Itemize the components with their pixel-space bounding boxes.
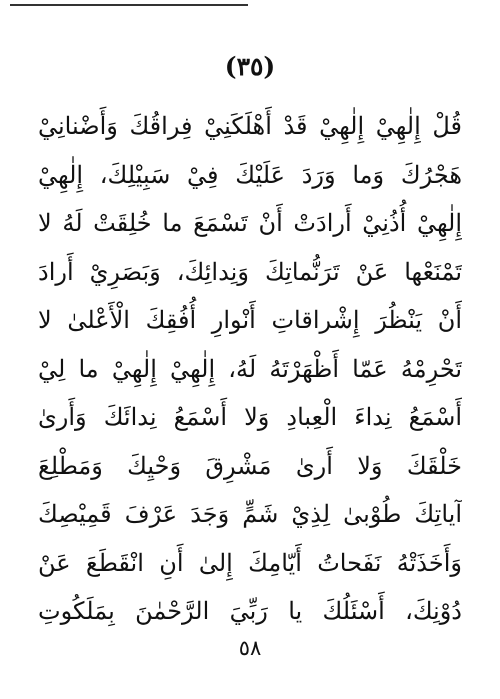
text-line: أَسْمَعُ نِداءَ الْعِبادِ وَلا أَسْمَعُ نِدائَكَ وَأَرىٰ [38, 403, 462, 431]
text-line: قُلْ إِلٰهِيْ إِلٰهِيْ قَدْ أَهْلَكَنِيْ فِراقُكَ وَأَضْنانِيْ [38, 112, 462, 140]
text-line: وَأَخَذَتْهُ نَفَحاتُ أَيّامِكَ إِلىٰ أَنِ انْقَطَعَ عَنْ [38, 548, 462, 577]
text-line: تَحْرِمْهُ عَمّا أَظْهَرْتَهُ لَهُ، إِلٰهِيْ إِلٰهِيْ ما لِيْ [38, 354, 462, 383]
top-rule [10, 4, 248, 6]
text-line: هَجْرُكَ وَما وَرَدَ عَلَيْكَ فِيْ سَبِيْلِكَ، إِلٰهِيْ [38, 160, 462, 189]
page-heading: (٣٥) [224, 52, 276, 81]
text-line: إِلٰهِيْ أُذُنِيْ أَرادَتْ أَنْ تَسْمَعَ ما خُلِقَتْ لَهُ لا [38, 209, 462, 237]
text-line: آياتِكَ طُوْبىٰ لِذِيْ شَمٍّ وَجَدَ عَرْفَ قَمِيْصِكَ [38, 500, 462, 528]
text-body [38, 102, 462, 636]
text-line: خَلْقَكَ وَلا أَرىٰ مَشْرِقَ وَحْيِكَ وَمَطْلِعَ [38, 451, 462, 480]
page-number: ٥٨ [238, 636, 262, 660]
text-line: أَنْ يَنْظُرَ إِشْراقاتِ أَنْوارِ أُفُقِكَ الْأَعْلىٰ لا [38, 306, 462, 334]
text-line: تَمْنَعْها عَنْ تَرَنُّماتِكَ وَنِدائِكَ، وَبَصَرِيْ أَرادَ [38, 257, 462, 286]
text-line: دُوْنِكَ، أَسْئَلُكَ يا رَبِّيَ الرَّحْمٰنَ بِمَلَكُوتِ [38, 597, 462, 625]
